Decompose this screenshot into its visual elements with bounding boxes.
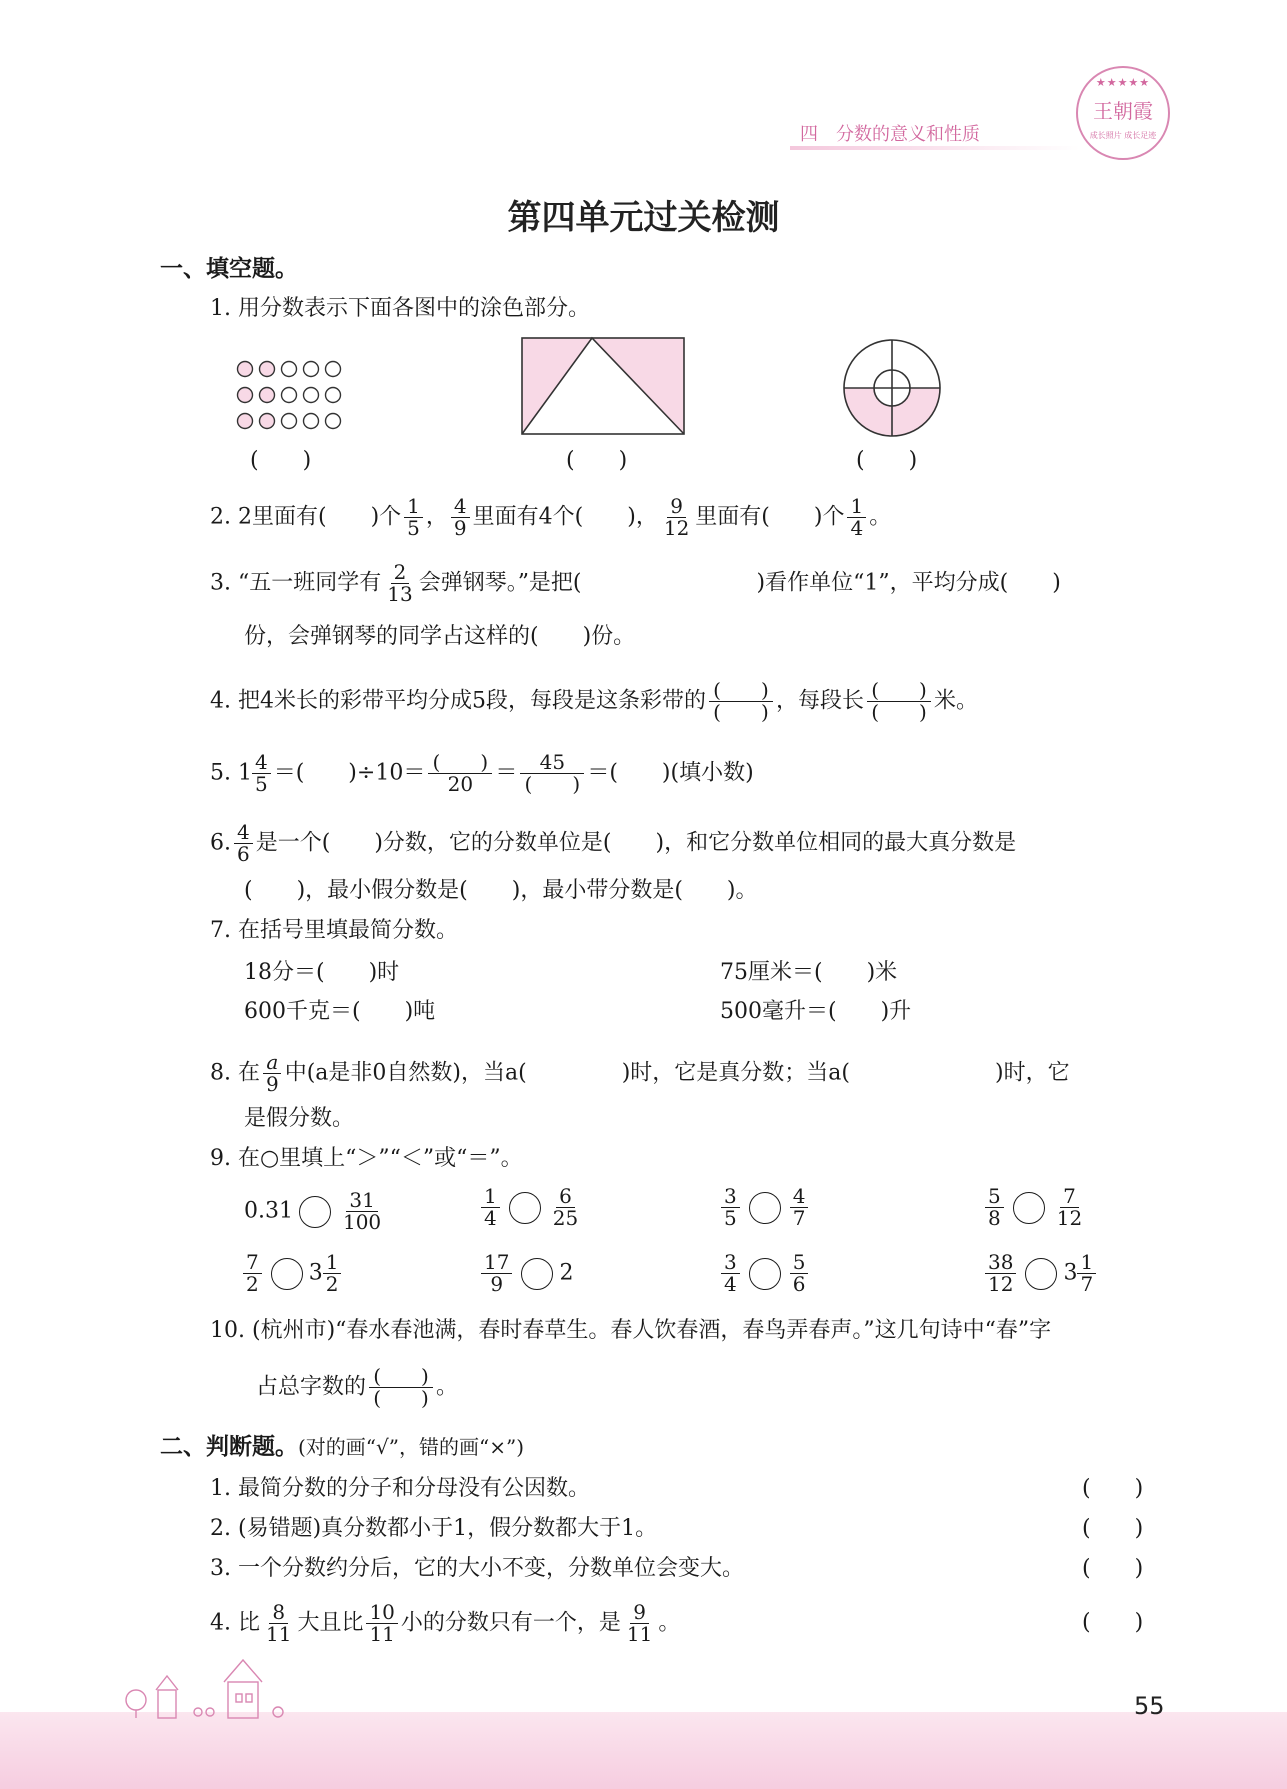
numerator: 3 — [721, 1186, 740, 1208]
numerator: 2 — [391, 562, 410, 584]
answer-fraction[interactable] — [520, 752, 584, 795]
fraction — [340, 1190, 384, 1233]
q8-line2: 是假分数。 — [244, 1106, 355, 1131]
q5-part: ＝( )÷10＝ — [273, 760, 426, 786]
q1-answer-1[interactable]: ( ) — [250, 448, 312, 473]
q5-part: ＝ — [495, 760, 518, 786]
tf-answer-3[interactable]: ( ) — [1082, 1556, 1144, 1581]
numerator: 9 — [630, 1602, 649, 1624]
q1-answer-3[interactable]: ( ) — [856, 448, 918, 473]
fraction — [790, 1252, 809, 1295]
section2-heading: 二、判断题。 — [160, 1434, 298, 1460]
denominator[interactable]: ( ) — [871, 700, 927, 724]
denominator: 12 — [663, 516, 690, 540]
q1-rectangle-figure — [520, 336, 686, 436]
whole-part: 3 — [1063, 1260, 1078, 1286]
numerator: 8 — [269, 1602, 288, 1624]
dot-r3c4 — [304, 414, 319, 429]
compare-circle[interactable] — [1013, 1192, 1045, 1224]
numerator: 3 — [721, 1252, 740, 1274]
q4 — [210, 680, 978, 723]
fraction — [263, 1052, 282, 1095]
answer-fraction[interactable] — [369, 1366, 433, 1409]
tf4-part: 小的分数只有一个，是 — [400, 1610, 621, 1636]
denominator: 2 — [325, 1272, 339, 1296]
seal-logo — [1076, 66, 1170, 160]
tf-answer-2[interactable]: ( ) — [1082, 1516, 1144, 1541]
q7-item-3[interactable]: 600千克＝( )吨 — [244, 999, 436, 1024]
tf-item-4 — [210, 1602, 680, 1645]
numerator: 1 — [1077, 1252, 1096, 1274]
numerator: 7 — [243, 1252, 262, 1274]
denominator: 100 — [342, 1210, 382, 1234]
answer-fraction[interactable] — [867, 680, 931, 723]
fraction — [847, 496, 866, 539]
denominator: 9 — [265, 1072, 279, 1096]
q2-part: 。 — [869, 504, 892, 530]
q8-part: 中(a是非0自然数)，当a( — [284, 1060, 527, 1086]
q7-item-1[interactable]: 18分＝( )时 — [244, 960, 400, 985]
denominator: 4 — [850, 516, 864, 540]
denominator[interactable]: ( ) — [713, 700, 769, 724]
numerator: 4 — [234, 822, 253, 844]
q2-part: )个 — [813, 504, 845, 530]
fraction — [624, 1602, 655, 1645]
denominator: 9 — [490, 1272, 504, 1296]
section2-heading-row — [160, 1436, 524, 1459]
numerator: 5 — [985, 1186, 1004, 1208]
chapter-title: 四 分数的意义和性质 — [800, 124, 980, 145]
compare-circle[interactable] — [509, 1192, 541, 1224]
denominator: 5 — [724, 1206, 737, 1230]
dot-r2c1 — [238, 388, 253, 403]
q6-line1 — [210, 822, 1016, 865]
q2-part: 里面有4个( — [472, 504, 584, 530]
fraction — [1077, 1252, 1096, 1295]
tf4-part: 。 — [658, 1610, 681, 1636]
denominator: 7 — [1080, 1272, 1094, 1296]
numerator: 45 — [520, 752, 584, 774]
fraction — [721, 1252, 740, 1295]
denominator[interactable]: ( ) — [373, 1386, 429, 1410]
section1-heading: 一、填空题。 — [160, 256, 298, 282]
q1-answer-2[interactable]: ( ) — [566, 448, 628, 473]
numerator: 1 — [481, 1186, 500, 1208]
q1-text: 1. 用分数表示下面各图中的涂色部分。 — [210, 296, 590, 321]
numerator[interactable]: ( ) — [709, 680, 773, 702]
whole-part: 2 — [559, 1260, 574, 1286]
numerator: 9 — [667, 496, 686, 518]
q5 — [210, 752, 754, 795]
fraction — [404, 496, 423, 539]
numerator: 31 — [346, 1190, 377, 1212]
q9-item-3 — [718, 1186, 811, 1229]
answer-fraction[interactable] — [709, 680, 773, 723]
q2-part: 里面有( — [695, 504, 770, 530]
seal-caption: 成长照片 成长足迹 — [1089, 131, 1157, 140]
footer-band — [0, 1712, 1287, 1789]
q9-text: 9. 在○里填上“＞”“＜”或“＝”。 — [210, 1146, 523, 1171]
denominator: 4 — [724, 1272, 737, 1296]
tf-answer-4[interactable]: ( ) — [1082, 1610, 1144, 1635]
footer-castle-illustration — [118, 1654, 318, 1720]
dot-r1c5 — [326, 362, 341, 377]
numerator: 1 — [847, 496, 866, 518]
q9-item-8 — [982, 1252, 1099, 1295]
q3-part: ) — [1052, 570, 1061, 596]
q8-part: 8. 在 — [210, 1060, 260, 1086]
fraction — [366, 1602, 397, 1645]
denominator: 13 — [387, 582, 413, 606]
page-number: 55 — [1134, 1692, 1165, 1720]
q2 — [210, 496, 891, 539]
section2-note: (对的画“√”，错的画“×”) — [298, 1435, 525, 1459]
fraction — [481, 1186, 500, 1229]
denominator: 11 — [626, 1622, 653, 1646]
tf-item-2: 2. (易错题)真分数都小于1，假分数都大于1。 — [210, 1516, 658, 1541]
q4-part: ，每段长 — [775, 688, 864, 714]
fraction — [790, 1186, 809, 1229]
q2-part: ， — [425, 504, 448, 530]
dot-r3c2 — [260, 414, 275, 429]
fraction — [323, 1252, 342, 1295]
numerator: 5 — [790, 1252, 809, 1274]
q9-item-1 — [244, 1190, 387, 1233]
denominator: 12 — [988, 1272, 1014, 1296]
q9-item-4 — [982, 1186, 1088, 1229]
q7-text: 7. 在括号里填最简分数。 — [210, 918, 458, 943]
q5-part: 5. 1 — [210, 760, 252, 786]
dot-r3c3 — [282, 414, 297, 429]
denominator: 5 — [254, 772, 268, 796]
q10-part: 占总字数的 — [256, 1374, 367, 1400]
fraction — [481, 1252, 512, 1295]
q9-item-5 — [240, 1252, 344, 1295]
dot-r2c4 — [304, 388, 319, 403]
left-value: 0.31 — [244, 1198, 293, 1224]
numerator: 1 — [323, 1252, 342, 1274]
compare-circle[interactable] — [521, 1258, 553, 1290]
fraction — [384, 562, 415, 605]
denominator: 9 — [453, 516, 467, 540]
fraction — [661, 496, 692, 539]
fraction — [985, 1252, 1016, 1295]
fraction — [263, 1602, 294, 1645]
numerator: 4 — [252, 752, 271, 774]
fraction — [243, 1252, 262, 1295]
compare-circle[interactable] — [749, 1192, 781, 1224]
numerator[interactable]: ( ) — [369, 1366, 433, 1388]
dot-r1c4 — [304, 362, 319, 377]
seal-stars: ★★★★★ — [1095, 76, 1151, 89]
numerator[interactable]: ( ) — [867, 680, 931, 702]
q3-part: 会弹钢琴。”是把( — [418, 570, 582, 596]
q7-item-4[interactable]: 500毫升＝( )升 — [720, 999, 912, 1024]
numerator: a — [263, 1052, 281, 1074]
compare-circle[interactable] — [299, 1196, 331, 1228]
q3-line2: 份，会弹钢琴的同学占这样的( )份。 — [244, 624, 636, 649]
numerator[interactable]: ( ) — [428, 752, 492, 774]
q2-part: )， — [627, 504, 658, 530]
q3-line1 — [210, 562, 1061, 605]
fraction — [1054, 1186, 1085, 1229]
q1-ring-figure — [840, 336, 944, 440]
denominator: 12 — [1056, 1206, 1083, 1230]
fraction — [252, 752, 271, 795]
dot-r1c1 — [238, 362, 253, 377]
fraction — [234, 822, 253, 865]
fraction — [550, 1186, 581, 1229]
tf-item-3: 3. 一个分数约分后，它的大小不变，分数单位会变大。 — [210, 1556, 744, 1581]
q10-line1: 10. (杭州市)“春水春池满，春时春草生。春人饮春酒，春鸟弄春声。”这几句诗中“春”字 — [210, 1318, 1052, 1343]
q2-part: 2. 2里面有( — [210, 504, 327, 530]
fraction — [985, 1186, 1004, 1229]
fraction — [451, 496, 470, 539]
denominator: 11 — [265, 1622, 292, 1646]
denominator: 5 — [407, 516, 420, 540]
chapter-header — [800, 120, 980, 146]
q8-part: )时，它 — [995, 1060, 1070, 1086]
numerator: 38 — [985, 1252, 1016, 1274]
denominator: 6 — [237, 842, 250, 866]
q8-part: )时，它是真分数；当a( — [621, 1060, 850, 1086]
tf-answer-1[interactable]: ( ) — [1082, 1476, 1144, 1501]
q1-circles-figure — [236, 356, 348, 432]
q8-line1 — [210, 1052, 1070, 1095]
q9-item-2 — [478, 1186, 584, 1229]
denominator: 8 — [988, 1206, 1001, 1230]
numerator: 4 — [790, 1186, 809, 1208]
dot-r2c3 — [282, 388, 297, 403]
whole-part: 3 — [308, 1260, 323, 1286]
numerator: 7 — [1060, 1186, 1079, 1208]
tf-item-1: 1. 最简分数的分子和分母没有公因数。 — [210, 1476, 590, 1501]
numerator: 6 — [556, 1186, 575, 1208]
q10-line2 — [256, 1366, 458, 1409]
denominator: 2 — [246, 1272, 259, 1296]
denominator[interactable]: ( ) — [524, 772, 581, 796]
denominator: 7 — [792, 1206, 806, 1230]
q9-item-6 — [478, 1252, 573, 1295]
numerator: 17 — [481, 1252, 512, 1274]
q7-item-2[interactable]: 75厘米＝( )米 — [720, 960, 898, 985]
compare-circle[interactable] — [1025, 1258, 1057, 1290]
dot-r1c2 — [260, 362, 275, 377]
tf4-part: 大且比 — [297, 1610, 364, 1636]
numerator: 4 — [451, 496, 470, 518]
q5-part: ＝( )(填小数) — [587, 760, 754, 786]
compare-circle[interactable] — [749, 1258, 781, 1290]
tf4-part: 4. 比 — [210, 1610, 260, 1636]
q4-part: 4. 把4米长的彩带平均分成5段，每段是这条彩带的 — [210, 688, 706, 714]
denominator: 20 — [447, 772, 474, 796]
q3-part: )看作单位“1”，平均分成( — [756, 570, 1009, 596]
denominator: 11 — [369, 1622, 395, 1646]
fraction — [721, 1186, 740, 1229]
q3-part: 3. “五一班同学有 — [210, 570, 382, 596]
q4-part: 米。 — [934, 688, 979, 714]
dot-r2c2 — [260, 388, 275, 403]
answer-fraction[interactable] — [428, 752, 492, 795]
q10-part: 。 — [436, 1374, 459, 1400]
numerator: 1 — [404, 496, 423, 518]
denominator: 25 — [552, 1206, 579, 1230]
header-underline — [790, 146, 1080, 150]
dot-r2c5 — [326, 388, 341, 403]
q6-part: 是一个( )分数，它的分数单位是( )，和它分数单位相同的最大真分数是 — [255, 830, 1017, 856]
dot-r3c1 — [238, 414, 253, 429]
dot-r3c5 — [326, 414, 341, 429]
page-title: 第四单元过关检测 — [507, 198, 780, 238]
q2-part: )个 — [370, 504, 402, 530]
compare-circle[interactable] — [271, 1258, 303, 1290]
dot-r1c3 — [282, 362, 297, 377]
denominator: 6 — [792, 1272, 806, 1296]
q9-item-7 — [718, 1252, 811, 1295]
denominator: 4 — [484, 1206, 497, 1230]
seal-name: 王朝霞 — [1093, 99, 1153, 123]
numerator: 10 — [366, 1602, 397, 1624]
q6-line2: ( )，最小假分数是( )，最小带分数是( )。 — [244, 878, 758, 903]
q6-part: 6. — [210, 830, 231, 856]
